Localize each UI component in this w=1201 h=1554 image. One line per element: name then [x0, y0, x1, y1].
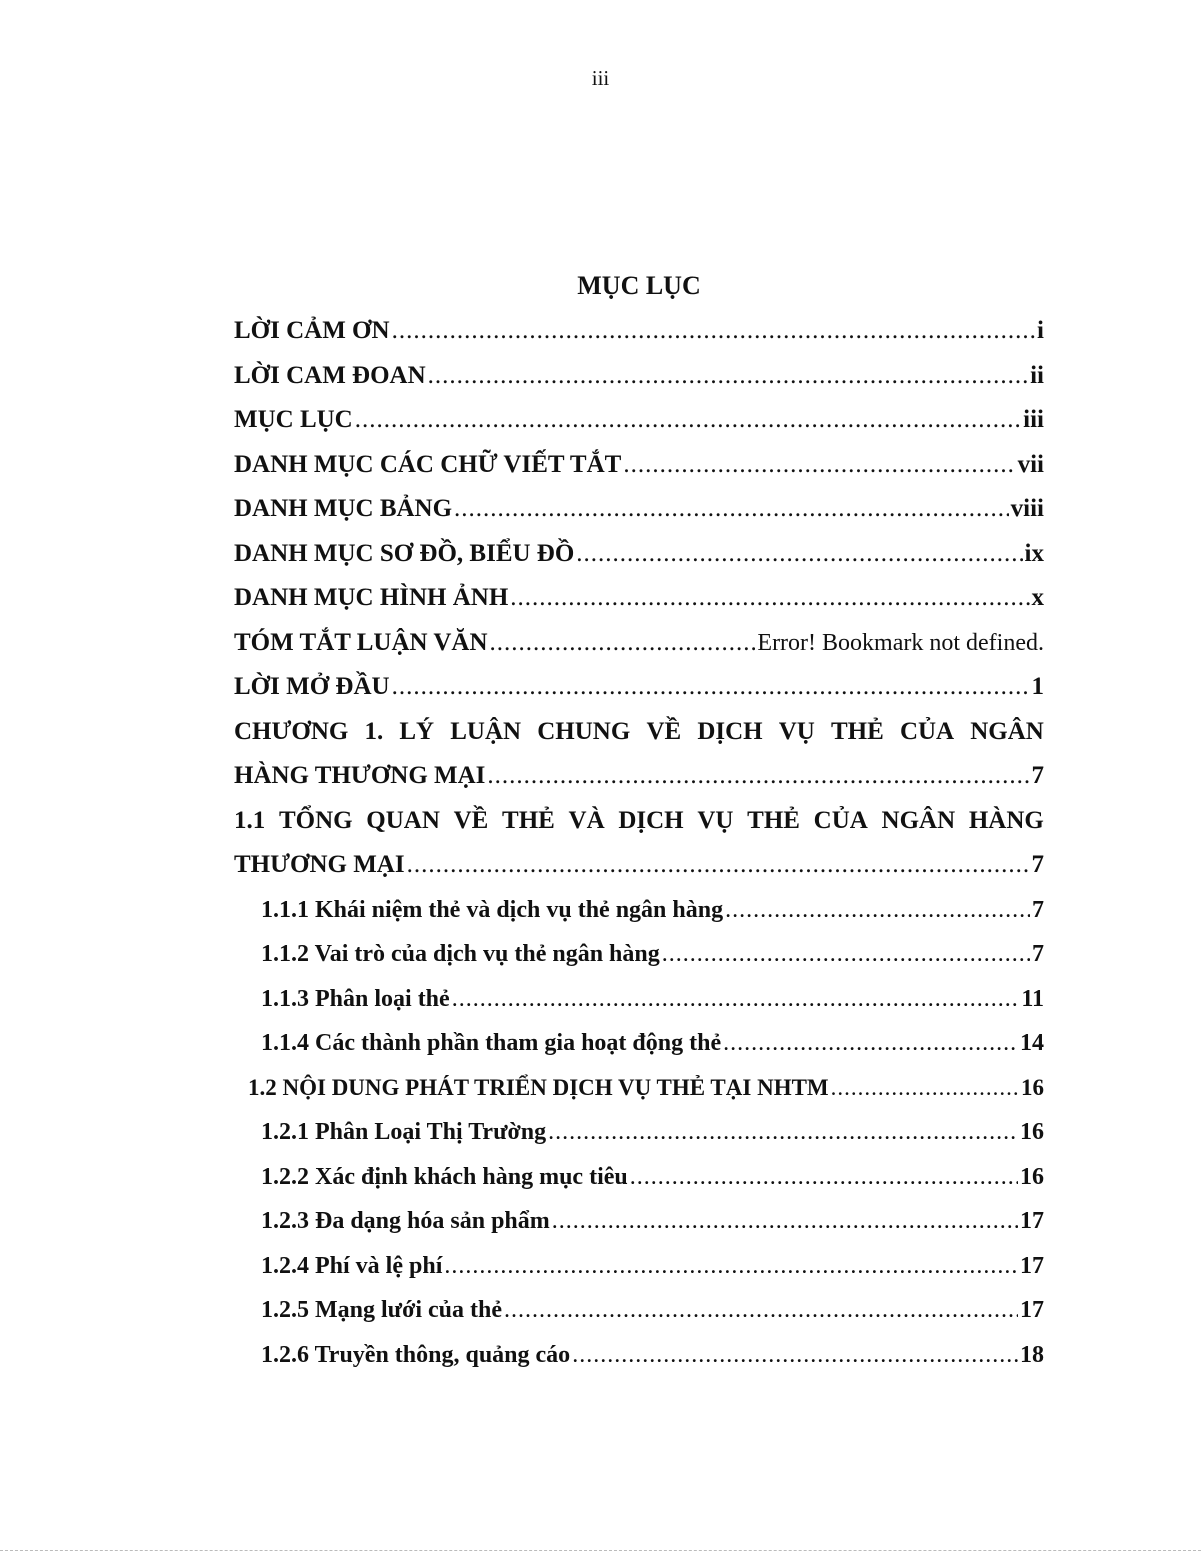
toc-entry-loi-mo-dau[interactable]: [234, 665, 1044, 710]
toc-entry-label: DANH MỤC BẢNG: [234, 495, 453, 522]
toc-entry-page: 14: [1020, 1030, 1044, 1056]
dot-leader: [548, 1110, 1018, 1155]
toc-entry-label: MỤC LỤC: [234, 406, 353, 433]
heading-word: QUAN: [366, 806, 440, 834]
dot-leader: [428, 354, 1028, 399]
toc-entry-label: 1.2.6 Truyền thông, quảng cáo: [261, 1341, 571, 1368]
heading-word: TỔNG: [278, 806, 353, 834]
dot-leader: [392, 309, 1035, 354]
toc-entry-1-2-1[interactable]: [234, 1110, 1044, 1155]
dot-leader: [552, 1199, 1018, 1244]
toc-entry-tom-tat[interactable]: [234, 621, 1044, 666]
heading-word: VỤ: [697, 806, 734, 834]
toc-entry-loi-cam-on[interactable]: [234, 309, 1044, 354]
toc-entry-so-do-bieu-do[interactable]: [234, 532, 1044, 577]
toc-entry-label: 1.1.2 Vai trò của dịch vụ thẻ ngân hàng: [261, 941, 660, 967]
toc-entry-hinh-anh[interactable]: [234, 576, 1044, 621]
dot-leader: [725, 888, 1030, 933]
heading-word: THẺ: [747, 806, 800, 834]
toc-entry-page: 7: [1031, 851, 1044, 878]
dot-leader: [504, 1288, 1018, 1333]
toc-section-1-1-line-2[interactable]: [234, 843, 1044, 888]
heading-word: VÀ: [568, 806, 605, 834]
toc-entry-page-error: Error! Bookmark not defined.: [757, 629, 1044, 656]
page-number: iii: [591, 66, 610, 90]
toc-entry-label: 1.1.1 Khái niệm thẻ và dịch vụ thẻ ngân hàng: [261, 896, 724, 923]
toc-title: MỤC LỤC: [577, 271, 701, 300]
toc-entry-page: ii: [1030, 361, 1044, 389]
toc-entry-label: 1.2.2 Xác định khách hàng mục tiêu: [261, 1163, 628, 1190]
toc-entry-label: 1.2 NỘI DUNG PHÁT TRIỂN DỊCH VỤ THẺ TẠI NHTM: [248, 1074, 829, 1100]
dot-leader: [444, 1244, 1018, 1289]
toc-entry-label: 1.2.5 Mạng lưới của thẻ: [261, 1297, 503, 1323]
dot-leader: [831, 1066, 1019, 1111]
toc-entry-1-1-3[interactable]: [234, 977, 1044, 1022]
toc-section-1-2[interactable]: [234, 1066, 1044, 1111]
toc-entry-muc-luc[interactable]: [234, 398, 1044, 443]
toc-entry-page: x: [1031, 584, 1044, 611]
heading-word: VỀ: [453, 806, 489, 834]
toc-entry-page: iii: [1023, 406, 1044, 433]
toc-entry-1-2-3[interactable]: [234, 1199, 1044, 1244]
heading-word: THẺ: [831, 717, 884, 745]
toc-entry-page: 7: [1031, 762, 1044, 789]
dot-leader: [723, 1021, 1018, 1066]
toc-entry-page: 17: [1020, 1208, 1044, 1234]
toc-chapter-1-line-2[interactable]: [234, 754, 1044, 799]
toc-entry-page: viii: [1010, 495, 1044, 522]
toc-entry-label: TÓM TẮT LUẬN VĂN: [234, 628, 488, 656]
heading-word: NGÂN: [881, 806, 956, 834]
heading-word: CỦA: [813, 806, 868, 834]
dot-leader: [487, 754, 1029, 799]
toc-entry-chu-viet-tat[interactable]: [234, 443, 1044, 488]
toc-entry-label: 1.1.4 Các thành phần tham gia hoạt động thẻ: [261, 1030, 722, 1056]
page-bottom-edge: [0, 1550, 1201, 1551]
heading-word: CỦA: [899, 717, 955, 745]
toc-entry-label: DANH MỤC SƠ ĐỒ, BIỂU ĐỒ: [234, 539, 575, 567]
toc-entry-danh-muc-bang[interactable]: [234, 487, 1044, 532]
toc-entry-page: i: [1037, 317, 1044, 344]
toc-entry-label: LỜI CAM ĐOAN: [234, 361, 426, 389]
dot-leader: [490, 621, 756, 666]
heading-word: THẺ: [502, 806, 555, 834]
toc-entry-page: vii: [1017, 450, 1044, 478]
toc-entry-1-1-1[interactable]: [234, 888, 1044, 933]
toc-entry-page: 11: [1021, 985, 1044, 1012]
table-of-contents: [234, 309, 1044, 1377]
toc-entry-label: HÀNG THƯƠNG MẠI: [234, 762, 486, 789]
heading-word: DỊCH: [697, 717, 763, 745]
toc-entry-page: 16: [1021, 1074, 1044, 1100]
dot-leader: [510, 576, 1029, 621]
heading-word: CHUNG: [537, 717, 631, 745]
dot-leader: [662, 932, 1030, 977]
toc-entry-1-2-2[interactable]: [234, 1155, 1044, 1200]
toc-entry-label: LỜI CẢM ƠN: [234, 317, 390, 344]
heading-word: CHƯƠNG: [234, 717, 349, 745]
toc-entry-1-1-2[interactable]: [234, 932, 1044, 977]
toc-section-1-1-line-1[interactable]: [234, 799, 1044, 844]
heading-word: HÀNG: [968, 806, 1044, 834]
toc-entry-label: THƯƠNG MẠI: [234, 851, 405, 878]
toc-entry-label: 1.2.1 Phân Loại Thị Trường: [261, 1119, 547, 1145]
heading-word: DỊCH: [618, 806, 684, 834]
toc-entry-page: 16: [1020, 1119, 1044, 1145]
toc-entry-label: DANH MỤC CÁC CHỮ VIẾT TẮT: [234, 450, 622, 478]
toc-entry-page: 7: [1032, 941, 1044, 967]
heading-word: 1.: [364, 717, 384, 745]
dot-leader: [630, 1155, 1018, 1200]
toc-entry-label: 1.2.3 Đa dạng hóa sản phẩm: [261, 1208, 550, 1234]
toc-entry-1-2-6[interactable]: [234, 1333, 1044, 1378]
toc-entry-loi-cam-doan[interactable]: [234, 354, 1044, 399]
toc-entry-1-1-4[interactable]: [234, 1021, 1044, 1066]
dot-leader: [355, 398, 1021, 443]
toc-entry-page: 1: [1031, 673, 1044, 700]
toc-entry-page: 18: [1020, 1341, 1044, 1368]
toc-entry-page: 17: [1020, 1297, 1044, 1323]
toc-entry-label: 1.2.4 Phí và lệ phí: [261, 1252, 443, 1279]
heading-word: VỀ: [646, 717, 682, 745]
toc-chapter-1-line-1[interactable]: [234, 710, 1044, 755]
toc-entry-page: 17: [1020, 1252, 1044, 1279]
dot-leader: [452, 977, 1020, 1022]
heading-word: LÝ: [399, 717, 435, 745]
heading-word: VỤ: [778, 717, 815, 745]
toc-entry-label: DANH MỤC HÌNH ẢNH: [234, 584, 509, 611]
dot-leader: [623, 443, 1015, 488]
heading-word: NGÂN: [970, 717, 1044, 745]
dot-leader: [454, 487, 1009, 532]
toc-entry-page: 7: [1032, 896, 1044, 923]
heading-word: LUẬN: [450, 717, 522, 745]
toc-entry-page: 16: [1020, 1163, 1044, 1190]
toc-entry-label: LỜI MỞ ĐẦU: [234, 673, 390, 700]
toc-entry-page: ix: [1024, 539, 1044, 567]
dot-leader: [392, 665, 1030, 710]
dot-leader: [572, 1333, 1018, 1378]
toc-entry-label: 1.1.3 Phân loại thẻ: [261, 985, 450, 1012]
toc-entry-1-2-5[interactable]: [234, 1288, 1044, 1333]
toc-entry-1-2-4[interactable]: [234, 1244, 1044, 1289]
dot-leader: [576, 532, 1022, 577]
heading-word: 1.1: [234, 806, 266, 834]
dot-leader: [407, 843, 1030, 888]
